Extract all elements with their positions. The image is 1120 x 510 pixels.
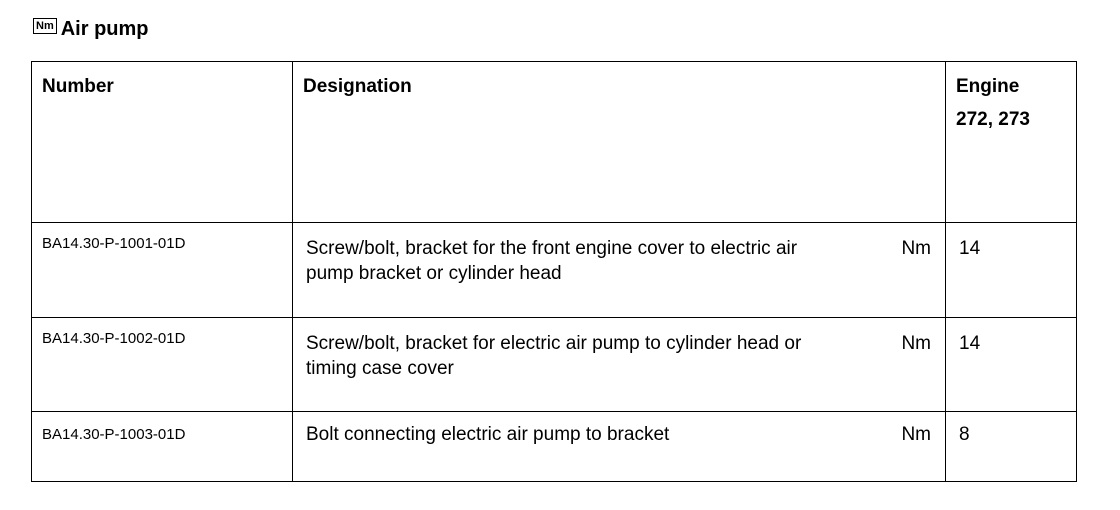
engine-label: Engine — [956, 76, 1020, 97]
torque-spec-table — [31, 61, 1077, 482]
row-designation: Bolt connecting electric air pump to bracket — [306, 424, 670, 445]
page-header — [33, 14, 149, 44]
row-value: 14 — [959, 238, 981, 259]
table-row — [32, 318, 1077, 412]
row-designation: Screw/bolt, bracket for electric air pump to cylinder head or timing case cover — [306, 333, 802, 379]
nm-torque-icon: Nm — [33, 18, 57, 34]
row-number: BA14.30-P-1003-01D — [42, 426, 186, 443]
column-header-designation: Designation — [293, 62, 946, 223]
table-row — [32, 223, 1077, 318]
engine-models: 272, 273 — [956, 109, 1030, 130]
row-unit: Nm — [901, 333, 931, 354]
row-unit: Nm — [901, 424, 931, 445]
row-value: 14 — [959, 333, 981, 354]
column-header-engine — [946, 62, 1077, 223]
page-title: Air pump — [60, 17, 149, 40]
row-unit: Nm — [901, 238, 931, 259]
row-number: BA14.30-P-1002-01D — [42, 330, 186, 347]
table-row — [32, 412, 1077, 482]
table-header-row — [32, 62, 1077, 223]
row-number: BA14.30-P-1001-01D — [42, 235, 186, 252]
row-designation: Screw/bolt, bracket for the front engine cover to electric air pump bracket or cylinder head — [306, 238, 798, 284]
column-header-number: Number — [32, 62, 293, 223]
row-value: 8 — [959, 424, 970, 445]
